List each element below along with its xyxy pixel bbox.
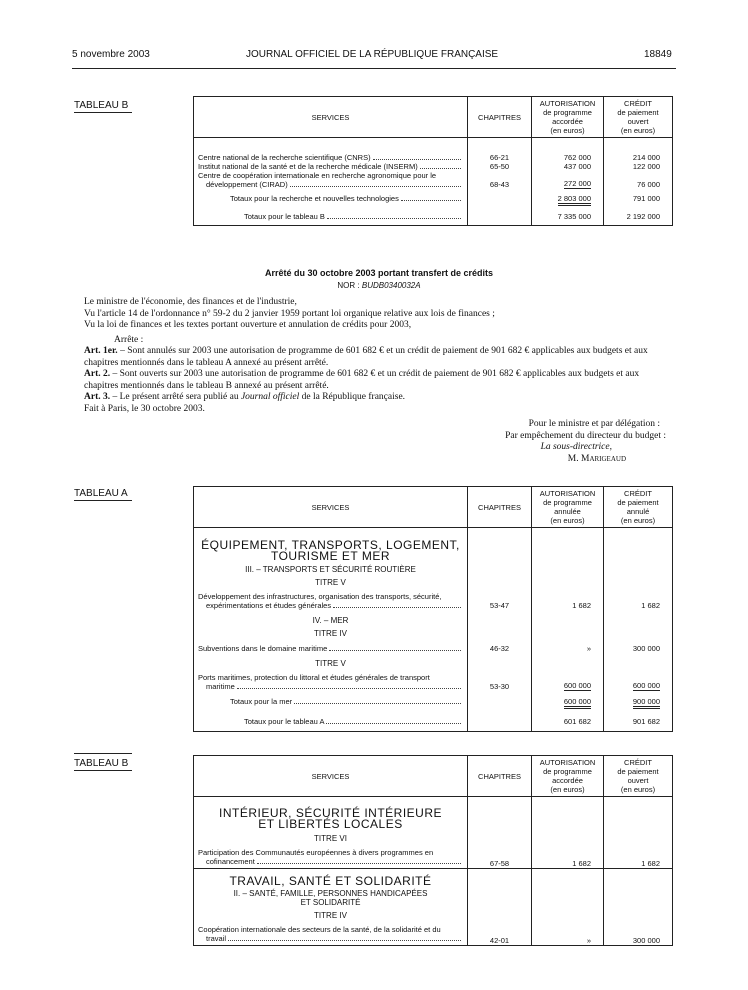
subtotal-row: Totaux pour la recherche et nouvelles technologies 2 803 000 791 000 <box>194 189 673 206</box>
table-row: Centre national de la recherche scientifique (CNRS) 66-21 762 000 214 000 <box>194 153 673 162</box>
header-date: 5 novembre 2003 <box>72 49 150 60</box>
article-2: Art. 2. – Sont ouverts sur 2003 une autorisation de programme de 601 682 € et un crédit de paiement de 901 682 € applicables aux budgets et aux chapitres mentionnés dans le tableau B annexé au présent arrêté. <box>84 369 640 391</box>
ministry-title: INTÉRIEUR, SÉCURITÉ INTÉRIEURE <box>218 806 443 820</box>
titre-heading: TITRE VI <box>314 834 347 843</box>
col-credit: CRÉDIT de paiement annulé (en euros) <box>604 487 673 528</box>
col-services: SERVICES <box>194 487 468 528</box>
total-row: Totaux pour le tableau B 7 335 000 2 192 000 <box>194 206 673 226</box>
col-autorisation: AUTORISATION de programme accordée (en euros) <box>532 756 604 797</box>
table-row: Centre de coopération internationale en recherche agronomique pour le développement (CIRAD) 68-43 272 000 76 000 <box>194 171 673 189</box>
decree-paragraph: Le ministre de l'économie, des finances et de l'industrie, <box>84 297 297 307</box>
table-row: Coopération internationale des secteurs de la santé, de la solidarité et du travail 42-01 » 300 000 <box>194 920 673 946</box>
decree-title: Arrêté du 30 octobre 2003 portant transfert de crédits <box>264 268 494 278</box>
decree-paragraph: Vu l'article 14 de l'ordonnance n° 59-2 du 2 janvier 1959 portant loi organique relative aux lois de finances ; <box>84 308 495 319</box>
subtotal-row: Totaux pour la mer 600 000 900 000 <box>194 691 673 709</box>
section-title: ET SOLIDARITÉ <box>300 898 361 907</box>
titre-heading: TITRE IV <box>314 629 347 638</box>
tableau-b-label: TABLEAU B <box>74 100 132 113</box>
article-1: Art. 1er. – Sont annulés sur 2003 une autorisation de programme de 601 682 € et un crédit de paiement de 901 682 € applicables aux budgets et aux chapitres mentionnés dans le tableau A annexé au présent arrêté. <box>84 346 648 368</box>
tableau-b2-table <box>193 755 673 946</box>
col-chapitres: CHAPITRES <box>468 487 532 528</box>
section-title: III. – TRANSPORTS ET SÉCURITÉ ROUTIÈRE <box>245 565 416 574</box>
table-header-row <box>194 97 673 138</box>
ministry-title: ET LIBERTÉS LOCALES <box>258 817 403 831</box>
ministry-title: TRAVAIL, SANTÉ ET SOLIDARITÉ <box>229 874 432 888</box>
article-3: Art. 3. – Le présent arrêté sera publié au Journal officiel de la République française. <box>84 392 406 402</box>
tableau-a-label: TABLEAU A <box>74 488 132 501</box>
ministry-title: ÉQUIPEMENT, TRANSPORTS, LOGEMENT, <box>201 538 460 552</box>
page-header <box>0 49 748 63</box>
spacer-row <box>194 138 673 154</box>
table-header-row <box>194 487 673 528</box>
ministry-title: TOURISME ET MER <box>270 549 391 563</box>
decree-done-at: Fait à Paris, le 30 octobre 2003. <box>84 403 205 414</box>
table-row: Ports maritimes, protection du littoral et études générales de transport maritime 53-30 600 000 600 000 <box>194 668 673 691</box>
titre-heading: TITRE V <box>315 578 346 587</box>
table-row: Institut national de la santé et de la recherche médicale (INSERM) 65-50 437 000 122 000 <box>194 162 673 171</box>
header-rule <box>72 68 676 69</box>
signature-block: Pour le ministre et par délégation : Par empêchement du directeur du budget : La sous-directrice, M. Marigeaud <box>505 419 666 464</box>
col-chapitres: CHAPITRES <box>468 97 532 138</box>
col-autorisation: AUTORISATION de programme annulée (en euros) <box>532 487 604 528</box>
col-services: SERVICES <box>194 97 468 138</box>
col-credit: CRÉDIT de paiement ouvert (en euros) <box>604 97 673 138</box>
table-row: Subventions dans le domaine maritime 46-32 » 300 000 <box>194 638 673 653</box>
decree-paragraph: Vu la loi de finances et les textes portant ouverture et annulation de crédits pour 2003, <box>84 320 412 330</box>
tableau-b2-rule <box>74 753 132 754</box>
col-autorisation: AUTORISATION de programme accordée (en euros) <box>532 97 604 138</box>
tableau-b2-label: TABLEAU B <box>74 758 132 771</box>
titre-heading: TITRE V <box>315 659 346 668</box>
header-journal-title: JOURNAL OFFICIEL DE LA RÉPUBLIQUE FRANÇAISE <box>246 49 499 60</box>
titre-heading: TITRE IV <box>314 911 347 920</box>
table-row: Développement des infrastructures, organisation des transports, sécurité, expérimentations et études générales 53-47 1 682 1 682 <box>194 587 673 610</box>
decree-block <box>84 268 674 465</box>
decree-arrete: Arrête : <box>114 334 144 345</box>
col-chapitres: CHAPITRES <box>468 756 532 797</box>
table-row: Participation des Communautés européennes à divers programmes en cofinancement 67-58 1 682 1 682 <box>194 843 673 869</box>
nor-reference: NOR : BUDB0340032A <box>337 280 421 290</box>
section-title: II. – SANTÉ, FAMILLE, PERSONNES HANDICAPÉES <box>233 889 428 898</box>
col-services: SERVICES <box>194 756 468 797</box>
total-row: Totaux pour le tableau A 601 682 901 682 <box>194 709 673 732</box>
tableau-a-table <box>193 486 673 732</box>
tableau-b-table <box>193 96 673 226</box>
col-credit: CRÉDIT de paiement ouvert (en euros) <box>604 756 673 797</box>
section-title: IV. – MER <box>312 616 349 625</box>
header-page-number: 18849 <box>644 49 672 60</box>
table-header-row <box>194 756 673 797</box>
